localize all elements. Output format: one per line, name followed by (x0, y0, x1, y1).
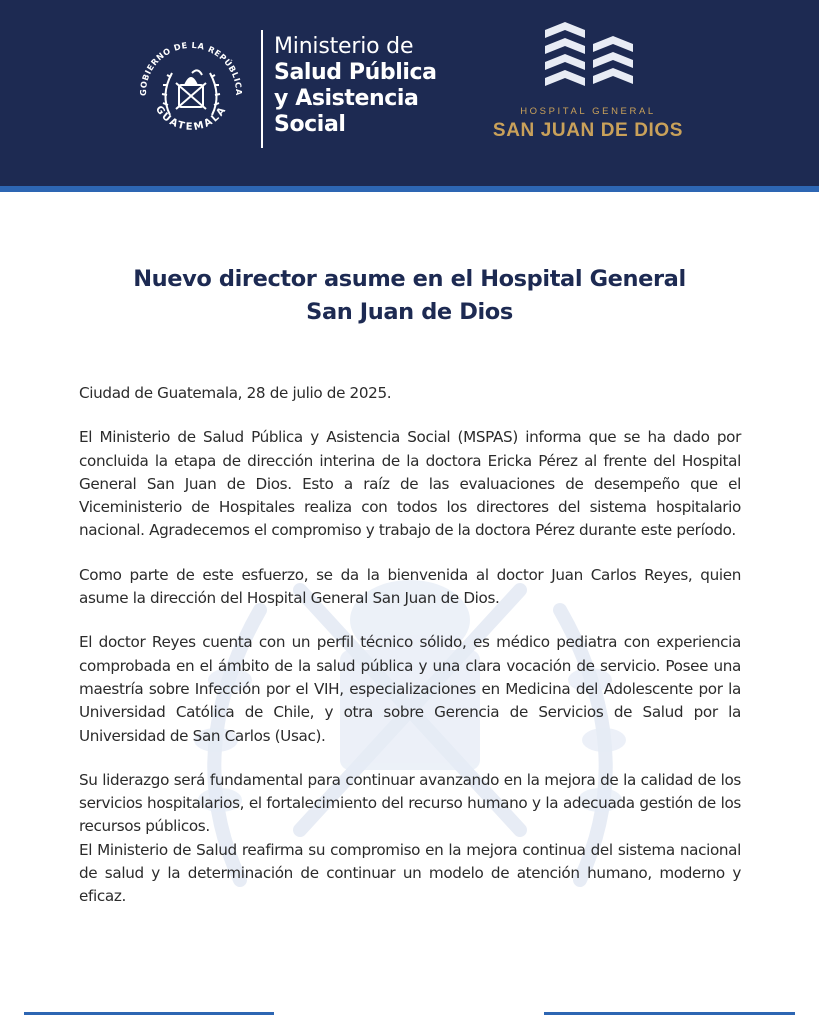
footer-line-left (24, 1012, 274, 1015)
ministry-line-3: y Asistencia (274, 86, 419, 111)
ministry-line-1: Ministerio de (274, 34, 414, 59)
seal-text-top: GOBIERNO DE LA REPÚBLICA (137, 39, 245, 97)
hospital-name: SAN JUAN DE DIOS (492, 120, 684, 141)
ministry-name (274, 34, 437, 138)
paragraph-5: El Ministerio de Salud reafirma su compromiso en la mejora continua del sistema nacional de salud y la determinación de continuar un modelo de atención humano, moderno y eficaz. (79, 840, 741, 906)
date-line: Ciudad de Guatemala, 28 de julio de 2025. (79, 384, 392, 402)
footer-line-right (544, 1012, 795, 1015)
paragraph-2: Como parte de este esfuerzo, se da la bienvenida al doctor Juan Carlos Reyes, quien asume la dirección del Hospital General San Juan de Dios. (79, 565, 741, 608)
header-banner (0, 0, 819, 186)
title-line-1: Nuevo director asume en el Hospital General (133, 266, 686, 292)
paragraph-3: El doctor Reyes cuenta con un perfil técnico sólido, es médico pediatra con experiencia comprobada en el ámbito de la salud pública y una clara vocación de servicio. Posee una maestría sobre Infección por el VIH, especializaciones en Medicina del Adolescente por la Universidad Católica de Chile, y otra sobre Gerencia de Servicios de Salud por la Universidad de San Carlos (Usac). (79, 633, 741, 745)
paragraph-1: El Ministerio de Salud Pública y Asistencia Social (MSPAS) informa que se ha dado por concluida la etapa de dirección interina de la doctora Ericka Pérez al frente del Hospital General San Juan de Dios. Esto a raíz de las evaluaciones de desempeño que el Viceministerio de Hospitales realiza con todos los directores del sistema hospitalario nacional. Agradecemos el compromiso y trabajo de la doctora Pérez durante este período. (79, 428, 741, 540)
header-accent-rule (0, 186, 819, 192)
ministry-line-2: Salud Pública (274, 60, 437, 85)
svg-text:GUATEMALA (153, 104, 229, 133)
guatemala-coat-of-arms-icon (132, 33, 250, 151)
hospital-subtitle: HOSPITAL GENERAL (520, 106, 656, 117)
paragraph-4: Su liderazgo será fundamental para continuar avanzando en la mejora de la calidad de los servicios hospitalarios, el fortalecimiento del recurso humano y la adecuada gestión de los recursos públicos. (79, 770, 741, 836)
header-divider (261, 30, 263, 148)
hospital-chevrons-icon (541, 22, 637, 98)
title-line-2: San Juan de Dios (306, 299, 513, 325)
press-release-title (0, 263, 819, 329)
svg-text:GOBIERNO DE LA REPÚBLICA (138, 40, 244, 96)
press-release-body (79, 382, 741, 909)
seal-text-bottom: GUATEMALA (152, 104, 230, 134)
ministry-line-4: Social (274, 112, 346, 137)
